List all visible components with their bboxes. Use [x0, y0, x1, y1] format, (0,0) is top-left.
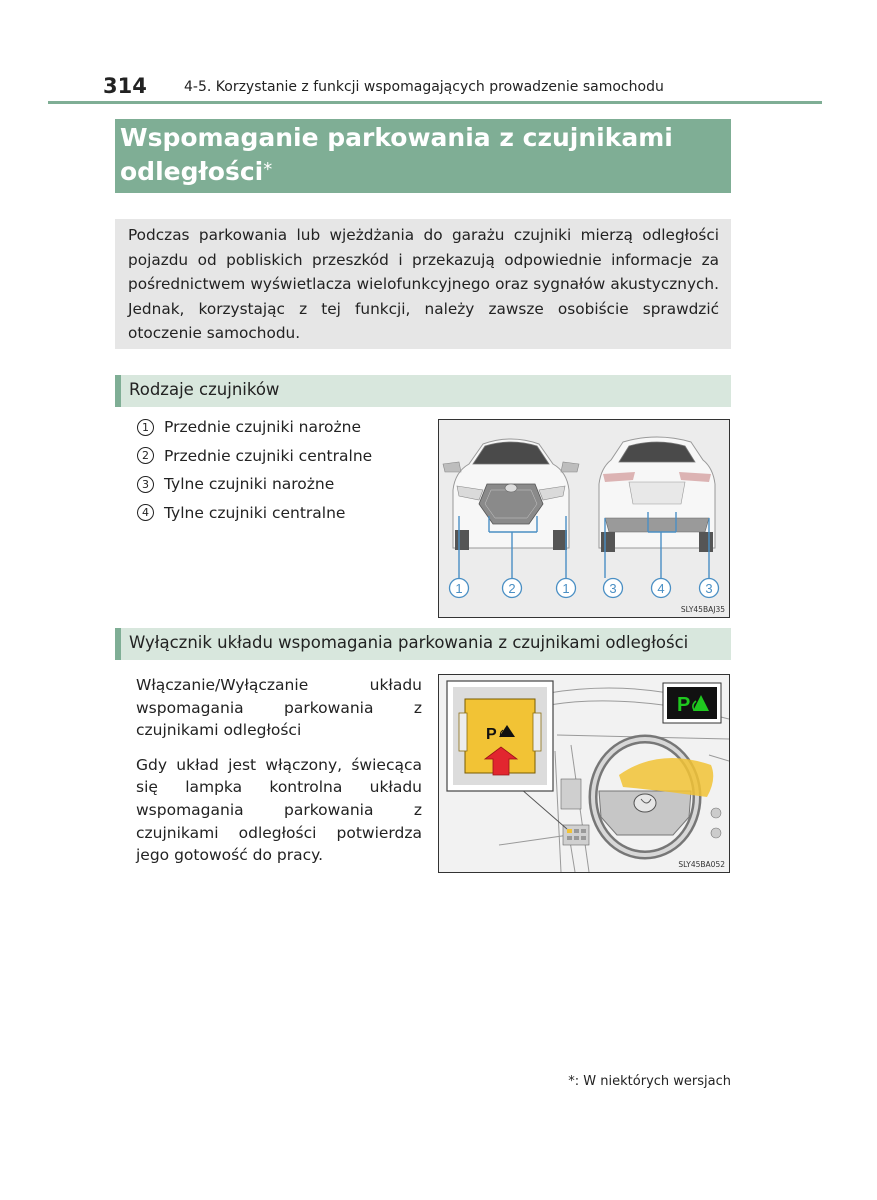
- list-item-label: Tylne czujniki centralne: [164, 503, 346, 522]
- switch-description: [136, 674, 422, 879]
- number-circle: 1: [137, 419, 154, 436]
- footnote-mark: *: [263, 159, 273, 180]
- sensor-list: [137, 413, 427, 527]
- svg-text:1: 1: [562, 581, 570, 596]
- section-heading-switch: [115, 628, 731, 660]
- svg-text:1: 1: [455, 581, 463, 596]
- steering-wheel-icon: [593, 739, 697, 855]
- section-heading-text: Rodzaje czujników: [129, 380, 280, 399]
- list-item: [137, 413, 427, 442]
- page-title: [120, 121, 726, 189]
- dashboard-illustration: [439, 675, 729, 872]
- knob-icon: [711, 828, 721, 838]
- list-item: [137, 442, 427, 471]
- switch-location-figure: [438, 674, 730, 873]
- callout-1-front-right: [557, 579, 576, 598]
- list-item: [137, 499, 427, 528]
- switch-label: P: [486, 726, 497, 743]
- number-circle: 3: [137, 476, 154, 493]
- paragraph: Gdy układ jest włączony, świecąca się lampka kontrolna układu wspomagania parkowania z czujnikami odległości potwierdza jego gotowość do pracy.: [136, 755, 422, 865]
- figure-code: SLY45BAJ35: [680, 605, 725, 614]
- paragraph: Włączanie/Wyłączanie układu wspomagania parkowania z czujnikami odległości: [136, 676, 422, 740]
- callout-4-rear-center: [652, 579, 671, 598]
- list-item: [137, 470, 427, 499]
- callout-2-front-center: [503, 579, 522, 598]
- list-item-label: Przednie czujniki narożne: [164, 418, 362, 437]
- callout-3-rear-left: [604, 579, 623, 598]
- car-rear-icon: [599, 437, 715, 552]
- title-banner: [115, 119, 731, 193]
- number-circle: 2: [137, 447, 154, 464]
- title-line-2: odległości: [120, 157, 264, 186]
- number-circle: 4: [137, 504, 154, 521]
- car-front-icon: [443, 439, 579, 550]
- svg-text:3: 3: [705, 581, 713, 596]
- parking-switch-zoom-inset: [447, 681, 553, 791]
- chapter-title: 4-5. Korzystanie z funkcji wspomagających prowadzenie samochodu: [184, 79, 664, 95]
- knob-icon: [711, 808, 721, 818]
- intro-box: [115, 219, 731, 349]
- callout-1-front-left: [450, 579, 469, 598]
- svg-text:2: 2: [508, 581, 516, 596]
- list-item-label: Tylne czujniki narożne: [164, 475, 335, 494]
- list-item-label: Przednie czujniki centralne: [164, 446, 373, 465]
- console-switch-panel: [561, 779, 589, 845]
- figure-code: SLY45BA052: [678, 860, 725, 869]
- section-heading-sensor-types: [115, 375, 731, 407]
- indicator-label: P: [677, 694, 691, 716]
- intro-text: Podczas parkowania lub wjeżdżania do garażu czujniki mierzą odległości pojazdu od pobliskich przeszkód i przekazują odpowiednie informacje za pośrednictwem wyświetlacza wielofunkcyjnego oraz sygnałów akustycznych. Jednak, korzystając z tej funkcji, należy zawsze osobiście sprawdzić otoczenie samochodu.: [128, 226, 719, 343]
- footnote: *: W niektórych wersjach: [568, 1074, 731, 1089]
- page-number: 314: [103, 74, 147, 98]
- sensor-location-figure: [438, 419, 730, 618]
- car-front-rear-illustration: [439, 420, 729, 617]
- svg-text:3: 3: [609, 581, 617, 596]
- title-line-1: Wspomaganie parkowania z czujnikami: [120, 123, 673, 152]
- callout-3-rear-right: [700, 579, 719, 598]
- parking-assist-indicator: [663, 683, 721, 723]
- header-rule: [48, 101, 822, 104]
- svg-text:4: 4: [657, 581, 665, 596]
- section-heading-text: Wyłącznik układu wspomagania parkowania z czujnikami odległości: [129, 633, 689, 652]
